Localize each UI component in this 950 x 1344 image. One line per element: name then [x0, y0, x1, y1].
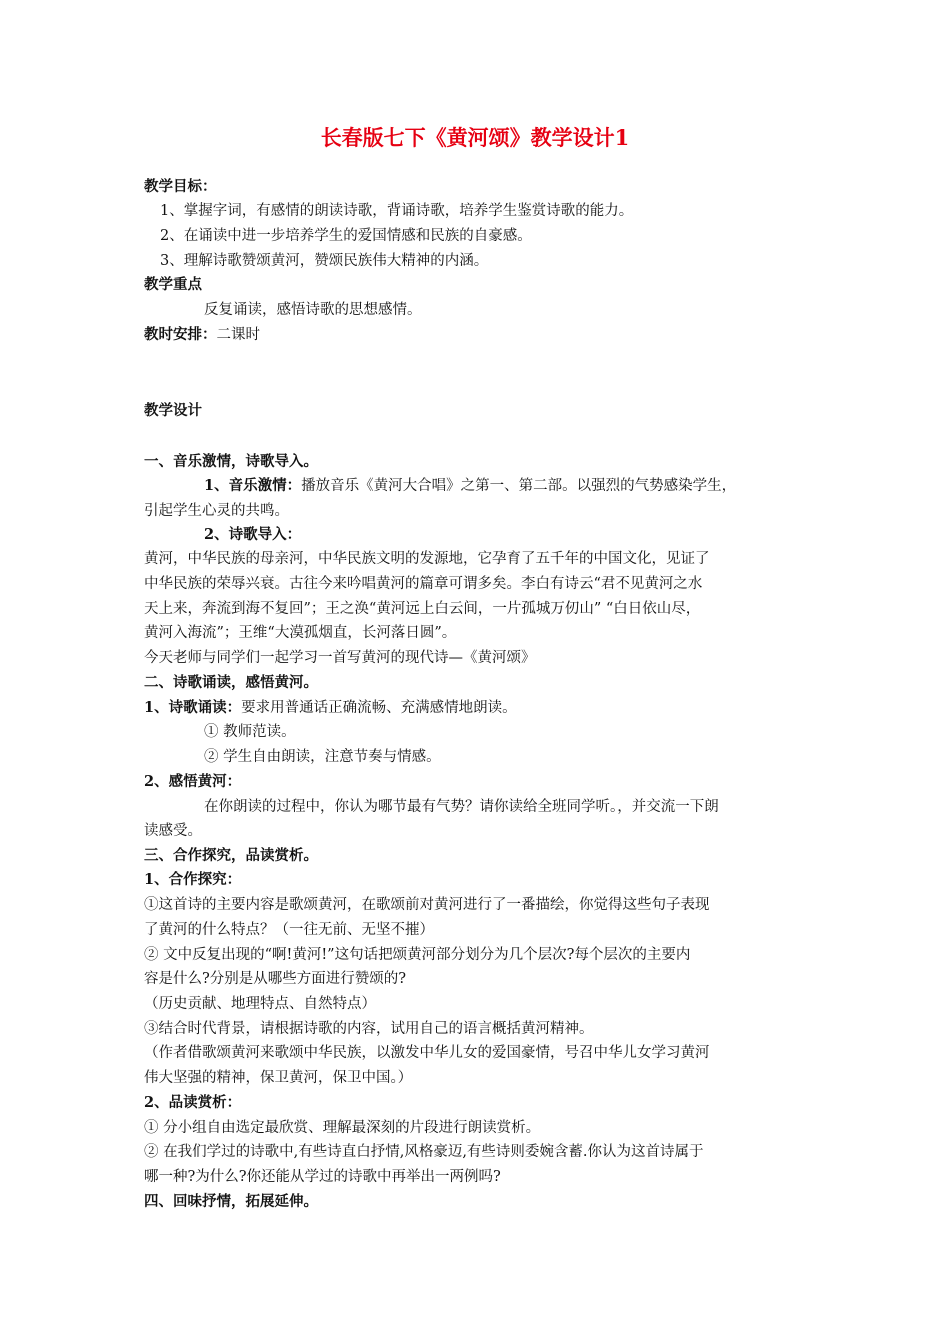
goals-heading: 教学目标：: [144, 178, 217, 195]
section-1-heading: 一、音乐激情，诗歌导入。: [144, 453, 318, 470]
paragraph-line: ② 文中反复出现的“啊!黄河!”这句话把颂黄河部分划分为几个层次?每个层次的主要内: [144, 947, 691, 963]
paragraph-line: 黄河，中华民族的母亲河，中华民族文明的发源地，它孕育了五千年的中国文化，见证了: [144, 551, 710, 567]
section-2-item-2-label: 2、感悟黄河：: [144, 773, 242, 790]
paragraph-line: ② 在我们学过的诗歌中,有些诗直白抒情,风格豪迈,有些诗则委婉含蓄.你认为这首诗属于: [144, 1144, 704, 1160]
paragraph-line: 黄河入海流”；王维“大漠孤烟直，长河落日圆”。: [144, 625, 457, 641]
section-2-item-1: [144, 697, 517, 719]
schedule-value: 二课时: [216, 327, 260, 343]
paragraph-line: 在你朗读的过程中，你认为哪节最有气势？请你读给全班同学听。，并交流一下朗: [204, 799, 719, 815]
schedule-line: [144, 324, 260, 346]
section-2-heading: 二、诗歌诵读，感悟黄河。: [144, 674, 318, 691]
focus-text: 反复诵读，感悟诗歌的思想感情。: [204, 302, 422, 318]
paragraph-line: （作者借歌颂黄河来歌颂中华民族，以激发中华儿女的爱国豪情，号召中华儿女学习黄河: [144, 1045, 710, 1061]
paragraph-line: 中华民族的荣辱兴衰。古往今来吟唱黄河的篇章可谓多矣。李白有诗云“君不见黄河之水: [144, 576, 703, 592]
goal-item: 1、掌握字词，有感情的朗读诗歌，背诵诗歌，培养学生鉴赏诗歌的能力。: [160, 203, 634, 219]
section-1-item-2-label: 2、诗歌导入：: [204, 526, 302, 543]
section-3-item-1-label: 1、合作探究：: [144, 871, 242, 888]
paragraph-line: 伟大坚强的精神，保卫黄河，保卫中国。）: [144, 1070, 413, 1086]
section-3-item-2-label: 2、品读赏析：: [144, 1094, 242, 1111]
paragraph-line: ① 分小组自由选定最欣赏、理解最深刻的片段进行朗读赏析。: [144, 1120, 541, 1136]
item-label: 1、诗歌诵读：: [144, 699, 242, 716]
schedule-label: 教时安排：: [144, 326, 217, 343]
goal-item: 3、理解诗歌赞颂黄河，赞颂民族伟大精神的内涵。: [160, 253, 489, 269]
paragraph-line: 了黄河的什么特点？（一往无前、无坚不摧）: [144, 922, 434, 938]
section-4-heading: 四、回味抒情，拓展延伸。: [144, 1193, 318, 1210]
section-3-heading: 三、合作探究，品读赏析。: [144, 847, 318, 864]
paragraph-line: 引起学生心灵的共鸣。: [144, 503, 289, 519]
paragraph-line: 天上来，奔流到海不复回”；王之涣“黄河远上白云间，一片孤城万仞山” “白日依山尽，: [144, 601, 701, 617]
paragraph-line: 今天老师与同学们一起学习一首写黄河的现代诗—《黄河颂》: [144, 650, 536, 666]
paragraph-line: ①这首诗的主要内容是歌颂黄河，在歌颂前对黄河进行了一番描绘，你觉得这些句子表现: [144, 897, 710, 913]
sub-item: ① 教师范读。: [204, 724, 296, 740]
paragraph-line: 读感受。: [144, 823, 202, 839]
item-text: 播放音乐《黄河大合唱》之第一、第二部。以强烈的气势感染学生，: [301, 478, 737, 494]
focus-heading: 教学重点: [144, 276, 202, 293]
item-label: 1、音乐激情：: [204, 477, 302, 494]
paragraph-line: （历史贡献、地理特点、自然特点）: [144, 996, 376, 1012]
goal-item: 2、在诵读中进一步培养学生的爱国情感和民族的自豪感。: [160, 228, 532, 244]
sub-item: ② 学生自由朗读，注意节奏与情感。: [204, 749, 441, 765]
item-text: 要求用普通话正确流畅、充满感情地朗读。: [241, 700, 517, 716]
design-heading: 教学设计: [144, 402, 202, 419]
paragraph-line: 容是什么?分别是从哪些方面进行赞颂的?: [144, 971, 407, 987]
document-title: 长春版七下《黄河颂》教学设计1: [320, 125, 630, 150]
section-1-item-1: [204, 475, 736, 497]
paragraph-line: 哪一种?为什么?你还能从学过的诗歌中再举出一两例吗?: [144, 1169, 501, 1185]
paragraph-line: ③结合时代背景，请根据诗歌的内容，试用自己的语言概括黄河精神。: [144, 1021, 594, 1037]
